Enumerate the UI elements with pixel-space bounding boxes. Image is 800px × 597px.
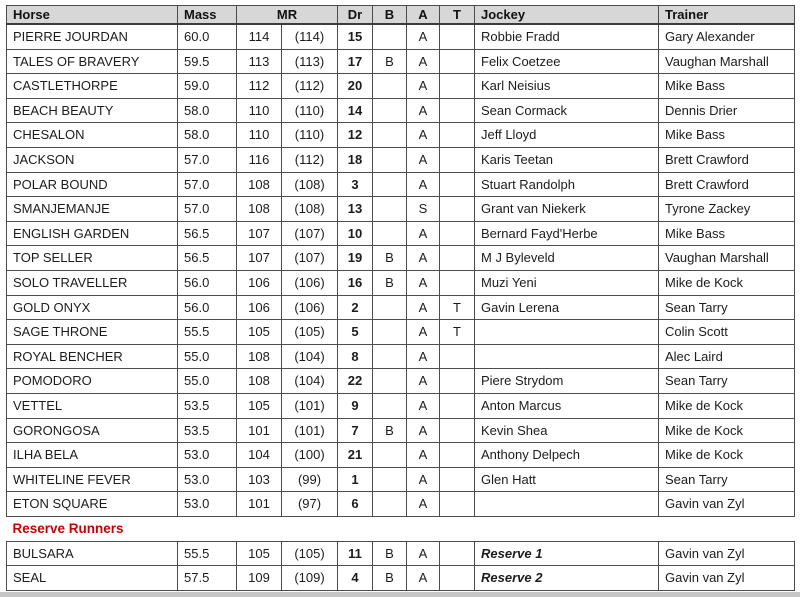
table-row <box>7 197 795 222</box>
horse-cell: SEAL <box>7 566 178 591</box>
mr-hcp-cell: (112) <box>282 147 338 172</box>
col-header-horse: Horse <box>7 6 178 25</box>
a-cell: A <box>407 443 440 468</box>
b-cell: B <box>373 49 407 74</box>
mr-hcp-cell: (109) <box>282 566 338 591</box>
mass-cell: 53.0 <box>178 492 237 517</box>
horse-cell: PIERRE JOURDAN <box>7 24 178 49</box>
table-row <box>7 443 795 468</box>
reserve-runners-label-row <box>7 516 795 541</box>
b-cell <box>373 221 407 246</box>
trainer-cell: Dennis Drier <box>659 98 795 123</box>
trainer-cell: Mike Bass <box>659 74 795 99</box>
t-cell <box>440 541 475 566</box>
col-header-dr: Dr <box>338 6 373 25</box>
mr-cell: 106 <box>237 295 282 320</box>
table-row <box>7 418 795 443</box>
mr-cell: 108 <box>237 172 282 197</box>
bottom-edge-bar <box>0 592 800 597</box>
jockey-cell: Reserve 2 <box>475 566 659 591</box>
horse-cell: WHITELINE FEVER <box>7 467 178 492</box>
a-cell: A <box>407 123 440 148</box>
t-cell <box>440 369 475 394</box>
a-cell: A <box>407 541 440 566</box>
dr-cell: 14 <box>338 98 373 123</box>
t-cell <box>440 418 475 443</box>
t-cell <box>440 172 475 197</box>
runners-body <box>7 24 795 516</box>
trainer-cell: Mike de Kock <box>659 270 795 295</box>
trainer-cell: Brett Crawford <box>659 172 795 197</box>
mr-hcp-cell: (107) <box>282 246 338 271</box>
mr-hcp-cell: (114) <box>282 24 338 49</box>
mr-cell: 108 <box>237 369 282 394</box>
dr-cell: 1 <box>338 467 373 492</box>
b-cell <box>373 492 407 517</box>
horse-cell: TOP SELLER <box>7 246 178 271</box>
jockey-cell: Stuart Randolph <box>475 172 659 197</box>
mass-cell: 57.5 <box>178 566 237 591</box>
table-row <box>7 320 795 345</box>
mr-cell: 110 <box>237 123 282 148</box>
dr-cell: 5 <box>338 320 373 345</box>
table-row <box>7 541 795 566</box>
mass-cell: 55.5 <box>178 541 237 566</box>
t-cell <box>440 49 475 74</box>
jockey-cell: Gavin Lerena <box>475 295 659 320</box>
t-cell <box>440 566 475 591</box>
horse-cell: CHESALON <box>7 123 178 148</box>
t-cell <box>440 492 475 517</box>
mr-cell: 105 <box>237 541 282 566</box>
trainer-cell: Gavin van Zyl <box>659 566 795 591</box>
reserve-runners-label: Reserve Runners <box>7 516 795 541</box>
dr-cell: 20 <box>338 74 373 99</box>
a-cell: A <box>407 98 440 123</box>
jockey-cell: Karl Neisius <box>475 74 659 99</box>
mr-cell: 101 <box>237 418 282 443</box>
b-cell <box>373 24 407 49</box>
mr-cell: 103 <box>237 467 282 492</box>
mr-cell: 105 <box>237 320 282 345</box>
dr-cell: 11 <box>338 541 373 566</box>
horse-cell: ILHA BELA <box>7 443 178 468</box>
mr-hcp-cell: (108) <box>282 172 338 197</box>
mass-cell: 53.5 <box>178 418 237 443</box>
b-cell <box>373 98 407 123</box>
dr-cell: 22 <box>338 369 373 394</box>
t-cell <box>440 147 475 172</box>
trainer-cell: Colin Scott <box>659 320 795 345</box>
table-row <box>7 123 795 148</box>
dr-cell: 19 <box>338 246 373 271</box>
horse-cell: BULSARA <box>7 541 178 566</box>
mr-hcp-cell: (105) <box>282 541 338 566</box>
a-cell: A <box>407 270 440 295</box>
t-cell <box>440 197 475 222</box>
horse-cell: ROYAL BENCHER <box>7 344 178 369</box>
b-cell <box>373 344 407 369</box>
mr-cell: 105 <box>237 393 282 418</box>
trainer-cell: Sean Tarry <box>659 369 795 394</box>
mr-cell: 104 <box>237 443 282 468</box>
mr-cell: 113 <box>237 49 282 74</box>
jockey-cell: Anton Marcus <box>475 393 659 418</box>
jockey-cell: Bernard Fayd'Herbe <box>475 221 659 246</box>
t-cell <box>440 344 475 369</box>
mr-hcp-cell: (105) <box>282 320 338 345</box>
horse-cell: VETTEL <box>7 393 178 418</box>
table-row <box>7 295 795 320</box>
col-header-t: T <box>440 6 475 25</box>
a-cell: A <box>407 147 440 172</box>
mr-hcp-cell: (112) <box>282 74 338 99</box>
dr-cell: 12 <box>338 123 373 148</box>
jockey-cell <box>475 344 659 369</box>
table-row <box>7 74 795 99</box>
mass-cell: 57.0 <box>178 197 237 222</box>
jockey-cell: Karis Teetan <box>475 147 659 172</box>
mr-hcp-cell: (101) <box>282 418 338 443</box>
mass-cell: 57.0 <box>178 147 237 172</box>
b-cell <box>373 443 407 468</box>
mass-cell: 53.5 <box>178 393 237 418</box>
jockey-cell: Reserve 1 <box>475 541 659 566</box>
trainer-cell: Brett Crawford <box>659 147 795 172</box>
reserve-runners-body <box>7 541 795 590</box>
reserve-label-body <box>7 516 795 541</box>
mass-cell: 59.5 <box>178 49 237 74</box>
dr-cell: 4 <box>338 566 373 591</box>
table-row <box>7 369 795 394</box>
a-cell: A <box>407 566 440 591</box>
mr-hcp-cell: (99) <box>282 467 338 492</box>
table-row <box>7 344 795 369</box>
t-cell <box>440 98 475 123</box>
dr-cell: 9 <box>338 393 373 418</box>
mr-cell: 108 <box>237 344 282 369</box>
b-cell <box>373 467 407 492</box>
table-row <box>7 467 795 492</box>
trainer-cell: Vaughan Marshall <box>659 49 795 74</box>
trainer-cell: Mike Bass <box>659 221 795 246</box>
dr-cell: 15 <box>338 24 373 49</box>
table-header <box>7 6 795 25</box>
mass-cell: 56.0 <box>178 295 237 320</box>
a-cell: A <box>407 393 440 418</box>
horse-cell: POMODORO <box>7 369 178 394</box>
mr-hcp-cell: (106) <box>282 295 338 320</box>
b-cell <box>373 295 407 320</box>
mr-hcp-cell: (106) <box>282 270 338 295</box>
trainer-cell: Tyrone Zackey <box>659 197 795 222</box>
dr-cell: 2 <box>338 295 373 320</box>
t-cell <box>440 467 475 492</box>
horse-cell: SMANJEMANJE <box>7 197 178 222</box>
horse-cell: ENGLISH GARDEN <box>7 221 178 246</box>
table-row <box>7 172 795 197</box>
jockey-cell <box>475 320 659 345</box>
t-cell <box>440 74 475 99</box>
horse-cell: SAGE THRONE <box>7 320 178 345</box>
mass-cell: 55.5 <box>178 320 237 345</box>
jockey-cell: Piere Strydom <box>475 369 659 394</box>
a-cell: A <box>407 246 440 271</box>
b-cell <box>373 320 407 345</box>
col-header-trainer: Trainer <box>659 6 795 25</box>
table-row <box>7 246 795 271</box>
mass-cell: 56.5 <box>178 246 237 271</box>
a-cell: A <box>407 467 440 492</box>
b-cell <box>373 197 407 222</box>
table-row <box>7 98 795 123</box>
a-cell: A <box>407 24 440 49</box>
horse-cell: ETON SQUARE <box>7 492 178 517</box>
mass-cell: 57.0 <box>178 172 237 197</box>
table-row <box>7 492 795 517</box>
a-cell: A <box>407 49 440 74</box>
trainer-cell: Gavin van Zyl <box>659 541 795 566</box>
col-header-a: A <box>407 6 440 25</box>
mass-cell: 53.0 <box>178 443 237 468</box>
table-row <box>7 393 795 418</box>
b-cell <box>373 369 407 394</box>
b-cell: B <box>373 270 407 295</box>
jockey-cell: Muzi Yeni <box>475 270 659 295</box>
jockey-cell: Jeff Lloyd <box>475 123 659 148</box>
t-cell: T <box>440 295 475 320</box>
mr-cell: 101 <box>237 492 282 517</box>
mr-hcp-cell: (104) <box>282 344 338 369</box>
dr-cell: 10 <box>338 221 373 246</box>
mass-cell: 53.0 <box>178 467 237 492</box>
jockey-cell: Robbie Fradd <box>475 24 659 49</box>
mass-cell: 58.0 <box>178 98 237 123</box>
mr-hcp-cell: (108) <box>282 197 338 222</box>
b-cell <box>373 74 407 99</box>
t-cell <box>440 24 475 49</box>
trainer-cell: Mike de Kock <box>659 443 795 468</box>
table-row <box>7 270 795 295</box>
mr-cell: 107 <box>237 221 282 246</box>
jockey-cell: Grant van Niekerk <box>475 197 659 222</box>
b-cell <box>373 393 407 418</box>
jockey-cell <box>475 492 659 517</box>
dr-cell: 17 <box>338 49 373 74</box>
a-cell: A <box>407 344 440 369</box>
horse-table <box>6 5 795 591</box>
t-cell <box>440 221 475 246</box>
b-cell: B <box>373 566 407 591</box>
t-cell <box>440 123 475 148</box>
jockey-cell: M J Byleveld <box>475 246 659 271</box>
horse-cell: BEACH BEAUTY <box>7 98 178 123</box>
dr-cell: 7 <box>338 418 373 443</box>
col-header-mass: Mass <box>178 6 237 25</box>
trainer-cell: Alec Laird <box>659 344 795 369</box>
b-cell <box>373 123 407 148</box>
horse-cell: JACKSON <box>7 147 178 172</box>
trainer-cell: Gavin van Zyl <box>659 492 795 517</box>
trainer-cell: Sean Tarry <box>659 295 795 320</box>
trainer-cell: Mike de Kock <box>659 418 795 443</box>
mr-cell: 106 <box>237 270 282 295</box>
mr-hcp-cell: (100) <box>282 443 338 468</box>
trainer-cell: Mike de Kock <box>659 393 795 418</box>
trainer-cell: Mike Bass <box>659 123 795 148</box>
horse-cell: GOLD ONYX <box>7 295 178 320</box>
trainer-cell: Vaughan Marshall <box>659 246 795 271</box>
b-cell: B <box>373 541 407 566</box>
jockey-cell: Sean Cormack <box>475 98 659 123</box>
jockey-cell: Felix Coetzee <box>475 49 659 74</box>
mass-cell: 56.0 <box>178 270 237 295</box>
mr-hcp-cell: (101) <box>282 393 338 418</box>
dr-cell: 18 <box>338 147 373 172</box>
mr-hcp-cell: (110) <box>282 123 338 148</box>
table-row <box>7 24 795 49</box>
b-cell <box>373 172 407 197</box>
table-row <box>7 566 795 591</box>
b-cell <box>373 147 407 172</box>
horse-cell: GORONGOSA <box>7 418 178 443</box>
t-cell <box>440 270 475 295</box>
mr-cell: 110 <box>237 98 282 123</box>
a-cell: A <box>407 295 440 320</box>
mr-hcp-cell: (97) <box>282 492 338 517</box>
a-cell: A <box>407 74 440 99</box>
trainer-cell: Gary Alexander <box>659 24 795 49</box>
b-cell: B <box>373 418 407 443</box>
t-cell <box>440 443 475 468</box>
dr-cell: 16 <box>338 270 373 295</box>
a-cell: S <box>407 197 440 222</box>
horse-cell: SOLO TRAVELLER <box>7 270 178 295</box>
t-cell <box>440 246 475 271</box>
jockey-cell: Anthony Delpech <box>475 443 659 468</box>
mr-cell: 114 <box>237 24 282 49</box>
dr-cell: 6 <box>338 492 373 517</box>
a-cell: A <box>407 221 440 246</box>
jockey-cell: Glen Hatt <box>475 467 659 492</box>
jockey-cell: Kevin Shea <box>475 418 659 443</box>
a-cell: A <box>407 320 440 345</box>
col-header-b: B <box>373 6 407 25</box>
a-cell: A <box>407 369 440 394</box>
col-header-jockey: Jockey <box>475 6 659 25</box>
a-cell: A <box>407 418 440 443</box>
table-row <box>7 221 795 246</box>
trainer-cell: Sean Tarry <box>659 467 795 492</box>
header-row <box>7 6 795 25</box>
mr-cell: 112 <box>237 74 282 99</box>
table-row <box>7 49 795 74</box>
dr-cell: 21 <box>338 443 373 468</box>
mr-cell: 109 <box>237 566 282 591</box>
dr-cell: 8 <box>338 344 373 369</box>
mass-cell: 56.5 <box>178 221 237 246</box>
dr-cell: 3 <box>338 172 373 197</box>
mr-hcp-cell: (104) <box>282 369 338 394</box>
mass-cell: 55.0 <box>178 344 237 369</box>
horse-cell: CASTLETHORPE <box>7 74 178 99</box>
mass-cell: 60.0 <box>178 24 237 49</box>
mr-hcp-cell: (113) <box>282 49 338 74</box>
horse-cell: TALES OF BRAVERY <box>7 49 178 74</box>
mr-cell: 107 <box>237 246 282 271</box>
horse-cell: POLAR BOUND <box>7 172 178 197</box>
b-cell: B <box>373 246 407 271</box>
mr-cell: 108 <box>237 197 282 222</box>
mass-cell: 58.0 <box>178 123 237 148</box>
t-cell <box>440 393 475 418</box>
mr-hcp-cell: (110) <box>282 98 338 123</box>
a-cell: A <box>407 492 440 517</box>
mr-hcp-cell: (107) <box>282 221 338 246</box>
a-cell: A <box>407 172 440 197</box>
table-row <box>7 147 795 172</box>
t-cell: T <box>440 320 475 345</box>
mr-cell: 116 <box>237 147 282 172</box>
mass-cell: 59.0 <box>178 74 237 99</box>
dr-cell: 13 <box>338 197 373 222</box>
col-header-mr: MR <box>237 6 338 25</box>
mass-cell: 55.0 <box>178 369 237 394</box>
